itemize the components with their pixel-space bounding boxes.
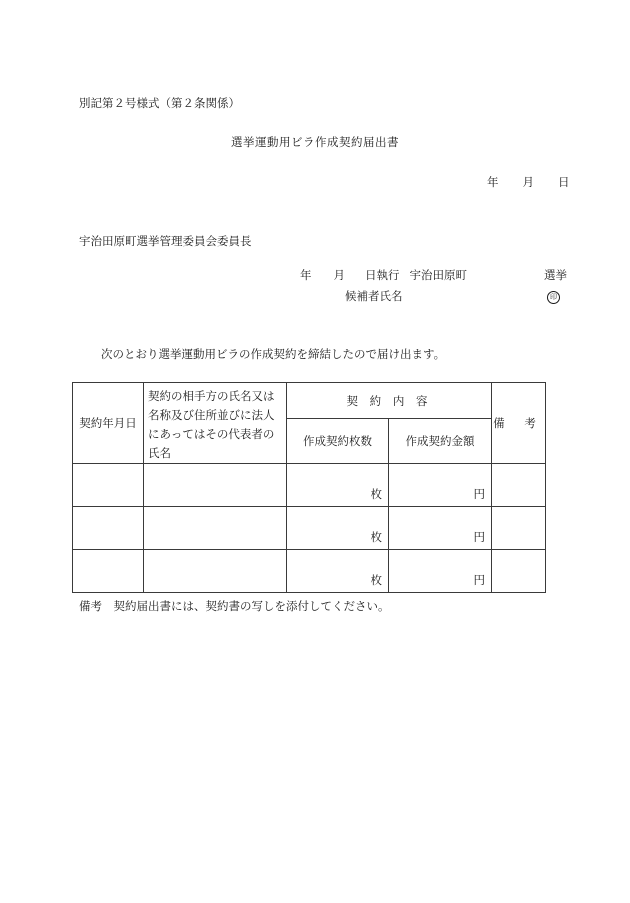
date-day-label: 日: [558, 175, 570, 189]
contract-table: [72, 382, 546, 593]
body-text: 次のとおり選挙運動用ビラの作成契約を締結したので届け出ます。: [101, 347, 446, 361]
election-year-label: 年: [300, 268, 312, 282]
header-contract-party: 契約の相手方の氏名又は名称及び住所並びに法人にあってはその代表者の氏名: [144, 383, 287, 464]
election-execution-line: [300, 270, 467, 282]
cell-amount: 円: [389, 550, 492, 593]
remarks-note: 備考 契約届出書には、契約書の写しを添付してください。: [79, 599, 390, 613]
table-row: [73, 550, 546, 593]
cell-contract-date: [73, 550, 144, 593]
cell-amount: 円: [389, 507, 492, 550]
document-title: 選挙運動用ビラ作成契約届出書: [231, 135, 399, 149]
candidate-name-label: 候補者氏名: [345, 289, 403, 303]
cell-contract-party: [144, 464, 287, 507]
cell-amount: 円: [389, 464, 492, 507]
table-row: [73, 464, 546, 507]
header-amount: 作成契約金額: [389, 419, 492, 464]
header-remarks: 備 考: [492, 383, 546, 464]
cell-contract-party: [144, 507, 287, 550]
cell-remarks: [492, 550, 546, 593]
election-label: 選挙: [544, 268, 567, 282]
date-month-label: 月: [522, 175, 534, 189]
header-contract-date: 契約年月日: [73, 383, 144, 464]
submission-date: [487, 177, 570, 189]
cell-contract-date: [73, 507, 144, 550]
cell-remarks: [492, 464, 546, 507]
header-sheets: 作成契約枚数: [287, 419, 389, 464]
cell-contract-date: [73, 464, 144, 507]
cell-sheets: 枚: [287, 464, 389, 507]
table-header-row: [73, 383, 546, 419]
table-row: [73, 507, 546, 550]
seal-mark-icon: 印: [547, 291, 560, 304]
election-town-label: 宇治田原町: [409, 268, 467, 282]
form-identifier: 別記第２号様式（第２条関係）: [79, 96, 240, 110]
election-month-label: 月: [333, 268, 345, 282]
cell-sheets: 枚: [287, 507, 389, 550]
addressee: 宇治田原町選挙管理委員会委員長: [79, 234, 252, 248]
cell-contract-party: [144, 550, 287, 593]
cell-remarks: [492, 507, 546, 550]
election-day-exec-label: 日執行: [365, 268, 400, 282]
header-contract-contents: 契 約 内 容: [287, 383, 492, 419]
date-year-label: 年: [487, 175, 499, 189]
cell-sheets: 枚: [287, 550, 389, 593]
